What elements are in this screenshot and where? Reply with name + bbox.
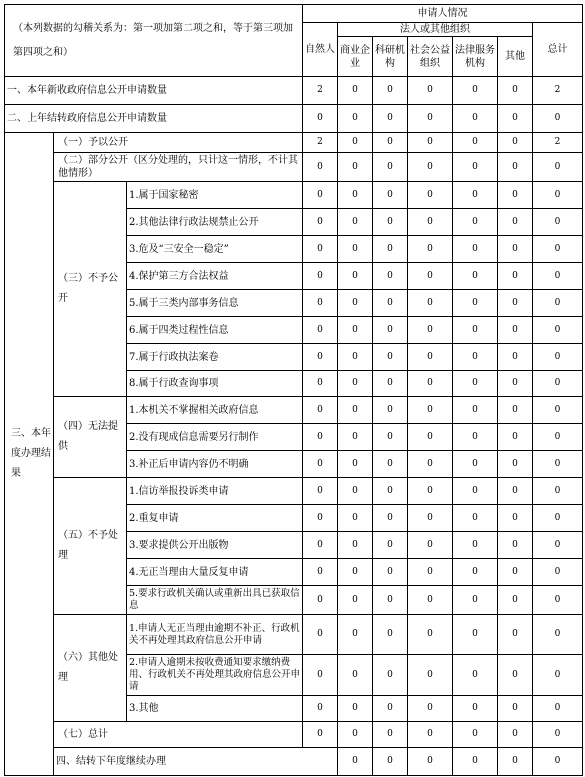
foia-statistics-table [4,4,583,776]
cell-value: 0 [408,748,453,776]
cell-value: 0 [408,451,453,478]
cell-value: 0 [338,77,373,105]
cell-value: 0 [408,236,453,263]
cell-value: 0 [338,424,373,451]
cell-value: 0 [338,696,373,722]
cell-value: 0 [373,478,408,505]
cell-value: 0 [498,263,533,290]
row-label: 3.补正后申请内容仍不明确 [127,451,303,478]
row-g6-1 [5,615,583,655]
cell-value: 0 [373,209,408,236]
cell-value: 0 [303,532,338,559]
cell-value: 0 [373,748,408,776]
cell-value: 0 [303,505,338,532]
cell-value: 0 [338,105,373,133]
cell-value: 0 [373,722,408,748]
cell-value: 0 [498,748,533,776]
header-legal-org: 法人或其他组织 [338,23,533,37]
cell-value: 0 [373,559,408,586]
cell-value: 0 [408,105,453,133]
cell-value: 0 [338,451,373,478]
cell-value: 0 [453,655,498,696]
row-label: 7.属于行政执法案卷 [127,344,303,371]
cell-value: 0 [408,371,453,397]
cell-value: 0 [453,344,498,371]
header-applicant: 申请人情况 [303,5,583,23]
cell-value: 0 [303,451,338,478]
cell-value: 0 [498,397,533,424]
row-label: （二）部分公开（区分处理的，只计这一情形，不计其他情形） [54,153,303,182]
cell-value: 0 [533,748,583,776]
group-5-label: （五）不予处理 [54,478,127,615]
cell-value: 0 [373,505,408,532]
cell-value: 0 [453,586,498,615]
cell-value: 0 [453,209,498,236]
cell-value: 0 [453,105,498,133]
row-label: 1.申请人无正当理由逾期不补正、行政机关不再处理其政府信息公开申请 [127,615,303,655]
cell-value: 0 [498,182,533,209]
cell-value: 0 [498,236,533,263]
cell-value: 0 [498,153,533,182]
cell-value: 0 [338,209,373,236]
cell-value: 0 [408,478,453,505]
cell-value: 0 [303,317,338,344]
row-label: 四、结转下年度继续办理 [54,748,338,776]
cell-value: 0 [498,505,533,532]
cell-value: 0 [408,559,453,586]
cell-value: 0 [533,451,583,478]
row-partial [5,153,583,182]
cell-value: 0 [338,478,373,505]
row-label: 4.保护第三方合法权益 [127,263,303,290]
cell-value: 0 [453,263,498,290]
cell-value: 0 [498,424,533,451]
row-label: 6.属于四类过程性信息 [127,317,303,344]
cell-value: 0 [303,478,338,505]
cell-value: 0 [498,133,533,153]
cell-value: 0 [373,153,408,182]
row-label: 5.属于三类内部事务信息 [127,290,303,317]
cell-value: 0 [408,615,453,655]
cell-value: 0 [408,344,453,371]
cell-value: 2 [303,77,338,105]
cell-value: 0 [453,77,498,105]
cell-value: 0 [533,397,583,424]
cell-value: 0 [373,451,408,478]
cell-value: 0 [338,290,373,317]
cell-value: 0 [408,182,453,209]
cell-value: 0 [373,586,408,615]
header-commercial: 商业企业 [338,37,373,77]
cell-value: 0 [408,133,453,153]
cell-value: 0 [338,615,373,655]
cell-value: 0 [533,696,583,722]
report-table-page [4,4,582,776]
cell-value: 0 [338,133,373,153]
cell-value: 0 [498,559,533,586]
cell-value: 0 [338,586,373,615]
cell-value: 0 [498,696,533,722]
cell-value: 0 [408,397,453,424]
cell-value: 0 [338,236,373,263]
cell-value: 0 [533,586,583,615]
header-note: （本列数据的勾稽关系为：第一项加第二项之和，等于第三项加第四项之和） [5,5,303,77]
cell-value: 0 [408,505,453,532]
cell-value: 0 [498,317,533,344]
cell-value: 0 [453,133,498,153]
row-label: 3.其他 [127,696,303,722]
cell-value: 0 [533,290,583,317]
cell-value: 0 [453,532,498,559]
row-label: 二、上年结转政府信息公开申请数量 [5,105,303,133]
cell-value: 0 [453,397,498,424]
cell-value: 0 [303,397,338,424]
cell-value: 0 [303,696,338,722]
row-label: 8.属于行政查询事项 [127,371,303,397]
cell-value: 0 [373,424,408,451]
cell-value: 0 [408,424,453,451]
cell-value: 0 [533,559,583,586]
cell-value: 0 [303,586,338,615]
cell-value: 0 [498,655,533,696]
row-label: 1.本机关不掌握相关政府信息 [127,397,303,424]
row-label: 2.申请人逾期未按收费通知要求缴纳费用、行政机关不再处理其政府信息公开申请 [127,655,303,696]
cell-value: 0 [498,344,533,371]
row-label: （七）总计 [54,722,303,748]
row-g5-1 [5,478,583,505]
cell-value: 0 [453,236,498,263]
cell-value: 0 [303,153,338,182]
cell-value: 0 [338,182,373,209]
cell-value: 0 [498,615,533,655]
row-label: 3.危及“三安全一稳定” [127,236,303,263]
cell-value: 2 [533,133,583,153]
row-label: 2.重复申请 [127,505,303,532]
cell-value: 0 [453,317,498,344]
cell-value: 0 [408,317,453,344]
cell-value: 0 [303,290,338,317]
header-research: 科研机构 [373,37,408,77]
group-4-label: （四）无法提供 [54,397,127,478]
row-label: 5.要求行政机关确认或重新出具已获取信息 [127,586,303,615]
row-label: 1.属于国家秘密 [127,182,303,209]
cell-value: 0 [373,344,408,371]
row-label: 一、本年新收政府信息公开申请数量 [5,77,303,105]
cell-value: 0 [533,105,583,133]
row-label: 1.信访举报投诉类申请 [127,478,303,505]
row-label: 3.要求提供公开出版物 [127,532,303,559]
row-g4-1 [5,397,583,424]
cell-value: 2 [533,77,583,105]
cell-value: 0 [408,209,453,236]
cell-value: 0 [533,532,583,559]
group-3-label: （三）不予公开 [54,182,127,397]
cell-value: 0 [338,748,373,776]
cell-value: 0 [533,722,583,748]
row-label: 2.其他法律行政法规禁止公开 [127,209,303,236]
header-total: 总计 [533,23,583,77]
cell-value: 0 [373,182,408,209]
cell-value: 0 [533,263,583,290]
cell-value: 0 [373,236,408,263]
cell-value: 0 [303,263,338,290]
cell-value: 0 [453,696,498,722]
cell-value: 0 [303,559,338,586]
section-3-label: 三、本年度办理结果 [5,133,54,776]
cell-value: 0 [453,478,498,505]
cell-value: 0 [533,182,583,209]
cell-value: 0 [453,615,498,655]
cell-value: 0 [533,209,583,236]
row-g3-1 [5,182,583,209]
cell-value: 0 [373,105,408,133]
cell-value: 0 [303,209,338,236]
cell-value: 0 [373,263,408,290]
header-row-1 [5,5,583,23]
cell-value: 0 [453,182,498,209]
cell-value: 0 [338,153,373,182]
cell-value: 0 [533,236,583,263]
cell-value: 0 [498,722,533,748]
cell-value: 0 [498,290,533,317]
row-disclosed [5,133,583,153]
row-carry-next-year [5,748,583,776]
row-new-applications [5,77,583,105]
cell-value: 0 [303,371,338,397]
cell-value: 0 [533,424,583,451]
cell-value: 2 [303,133,338,153]
cell-value: 0 [408,722,453,748]
cell-value: 0 [498,209,533,236]
cell-value: 0 [373,696,408,722]
header-other: 其他 [498,37,533,77]
row-total [5,722,583,748]
cell-value: 0 [408,290,453,317]
cell-value: 0 [338,397,373,424]
cell-value: 0 [408,696,453,722]
cell-value: 0 [338,371,373,397]
cell-value: 0 [498,586,533,615]
cell-value: 0 [453,290,498,317]
cell-value: 0 [338,263,373,290]
cell-value: 0 [498,478,533,505]
cell-value: 0 [453,505,498,532]
cell-value: 0 [408,655,453,696]
cell-value: 0 [408,263,453,290]
cell-value: 0 [303,615,338,655]
cell-value: 0 [303,182,338,209]
header-natural-person: 自然人 [303,23,338,77]
cell-value: 0 [453,722,498,748]
cell-value: 0 [533,505,583,532]
cell-value: 0 [408,153,453,182]
cell-value: 0 [373,655,408,696]
cell-value: 0 [338,532,373,559]
cell-value: 0 [373,77,408,105]
cell-value: 0 [498,77,533,105]
header-legal-service: 法律服务机构 [453,37,498,77]
cell-value: 0 [453,748,498,776]
cell-value: 0 [408,586,453,615]
cell-value: 0 [533,615,583,655]
row-label: （一）予以公开 [54,133,303,153]
cell-value: 0 [498,105,533,133]
cell-value: 0 [408,77,453,105]
cell-value: 0 [453,559,498,586]
cell-value: 0 [373,532,408,559]
cell-value: 0 [338,655,373,696]
cell-value: 0 [303,344,338,371]
cell-value: 0 [533,371,583,397]
row-carried-over [5,105,583,133]
cell-value: 0 [373,133,408,153]
cell-value: 0 [373,615,408,655]
cell-value: 0 [498,371,533,397]
row-label: 2.没有现成信息需要另行制作 [127,424,303,451]
cell-value: 0 [533,478,583,505]
cell-value: 0 [338,317,373,344]
group-6-label: （六）其他处理 [54,615,127,722]
cell-value: 0 [303,722,338,748]
cell-value: 0 [453,451,498,478]
cell-value: 0 [373,397,408,424]
cell-value: 0 [338,559,373,586]
cell-value: 0 [533,344,583,371]
header-social: 社会公益组织 [408,37,453,77]
cell-value: 0 [453,424,498,451]
cell-value: 0 [453,371,498,397]
cell-value: 0 [453,153,498,182]
cell-value: 0 [338,505,373,532]
cell-value: 0 [303,105,338,133]
row-label: 4.无正当理由大量反复申请 [127,559,303,586]
cell-value: 0 [303,655,338,696]
cell-value: 0 [338,722,373,748]
cell-value: 0 [533,655,583,696]
cell-value: 0 [533,317,583,344]
cell-value: 0 [498,451,533,478]
cell-value: 0 [533,153,583,182]
cell-value: 0 [373,317,408,344]
cell-value: 0 [303,424,338,451]
cell-value: 0 [498,532,533,559]
cell-value: 0 [373,290,408,317]
cell-value: 0 [373,371,408,397]
cell-value: 0 [338,344,373,371]
cell-value: 0 [408,532,453,559]
cell-value: 0 [303,236,338,263]
